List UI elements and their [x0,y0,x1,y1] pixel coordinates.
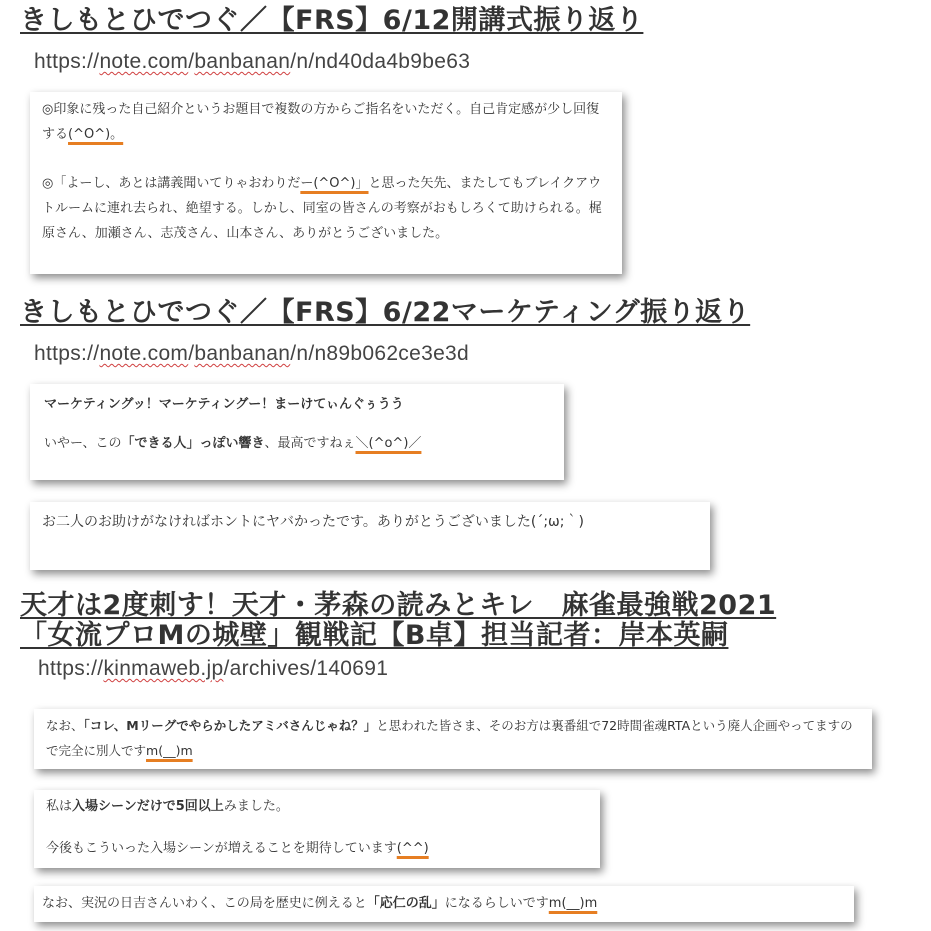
url-path: /n/n89b062ce3e3d [290,342,470,365]
section3-title-line1[interactable]: 天才は2度刺す！天才・茅森の読みとキレ 麻雀最強戦2021 [20,590,777,621]
emoticon-highlight: m(__)m [146,743,193,758]
quote-bold: 入場シーンだけで5回以上 [72,799,224,814]
section1-title[interactable]: きしもとひでつぐ／【FRS】6/12開講式振り返り [20,5,644,36]
quote-card [30,92,622,274]
url-word: note.com [99,342,189,365]
emoticon-highlight: (^^) [396,841,429,856]
quote-text: ◎印象に残った自己紹介というお題目で複数の方からご指名をいただく。自己肯定感が少し回復する [42,102,600,142]
url-slash: / [188,50,195,73]
section1-url[interactable] [34,50,470,74]
section2-url[interactable] [34,342,469,366]
quote-paragraph [42,97,610,147]
quote-paragraph [42,171,610,246]
quote-card [34,790,600,868]
url-slash: / [188,342,195,365]
emoticon-highlight: m(__)m [548,896,598,911]
url-word: banbanan [194,342,291,365]
quote-text: 、最高ですねぇ [264,436,356,451]
quote-text: になるらしいです [444,896,549,911]
quote-text: ◎「よーし、あとは講義聞いてりゃおわりだ [42,176,301,191]
url-path: /n/nd40da4b9be63 [290,50,471,73]
section3-title-line2[interactable]: 「女流プロMの城壁」観戦記【B卓】担当記者：岸本英嗣 [20,620,729,651]
quote-text: と思われた皆さま、そのお方は裏番組で72時間雀魂RTAという廃人企画やってますので完全に別人です [46,718,853,758]
emoticon-highlight: ＼(^o^)／ [355,436,422,451]
quote-line [46,794,588,819]
emoticon-highlight: (^O^)。 [68,127,124,142]
url-scheme: https:// [38,657,104,680]
section2-title[interactable]: きしもとひでつぐ／【FRS】6/22マーケティング振り返り [20,297,751,328]
quote-paragraph [46,713,860,763]
url-word: banbanan [194,50,291,73]
quote-bold: 「応仁の乱」 [366,896,445,911]
quote-bold: 「コレ、Mリーグでやらかしたアミバさんじゃね？」 [83,718,377,733]
quote-card [34,709,872,769]
quote-text: いやー、この [44,436,122,451]
quote-line [44,431,550,456]
quote-text: なお、実況の日吉さんいわく、この局を歴史に例えると [42,896,367,911]
quote-line [42,891,844,916]
quote-text: なお、 [46,718,84,733]
quote-card [34,886,854,922]
url-scheme: https:// [34,342,100,365]
url-word: note.com [99,50,189,73]
quote-bold: 「できる人」っぽい響き [121,436,265,451]
quote-text: と思った矢先、またしてもブレイクアウトルームに連れ去られ、絶望する。しかし、同室の皆さんの考察がおもしろくて助けられる。梶原さん、加瀬さん、志茂さん、山本さん、ありがとうございました。 [42,176,602,241]
quote-line: マーケティングッ！マーケティングー！まーけてぃんぐぅうう [44,397,404,412]
quote-line [46,836,588,861]
section3-url[interactable] [38,657,388,681]
url-path: /archives/140691 [223,657,389,680]
quote-text: 今後もこういった入場シーンが増えることを期待しています [46,841,397,856]
quote-text: みました。 [223,799,289,814]
quote-text: 私は [46,799,73,814]
quote-card [30,384,564,480]
emoticon-highlight: ー(^O^)」 [300,176,369,191]
url-scheme: https:// [34,50,100,73]
quote-line: お二人のお助けがなければホントにヤバかったです。ありがとうございました(´;ω;｀) [42,514,584,530]
quote-card [30,502,710,570]
url-word: kinmaweb.jp [103,657,224,680]
